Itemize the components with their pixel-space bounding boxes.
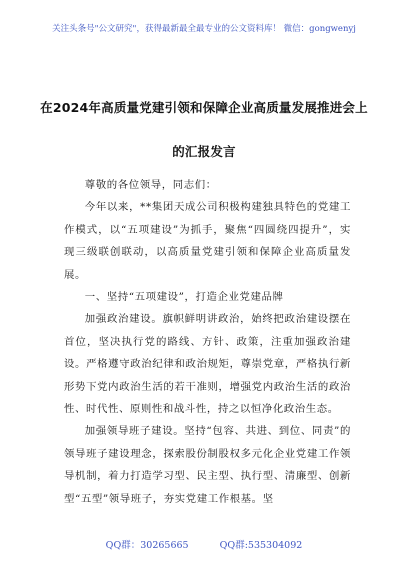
section-heading: 一、坚持“五项建设”，打造企业党建品牌 [84,291,284,304]
footer [0,537,408,551]
body-paragraph: 加强领导班子建设。坚持“包容、共进、到位、同责”的领导班子建设理念，探索股份制股权多元化企业党建工作领导机制，着力打造学习型、民主型、执行型、清廉型、创新型“五型”领导班子，夯实党建工作根基。坚 [64,425,351,505]
footer-qq-group-1: QQ群：30265665 [105,540,189,551]
footer-qq-group-2: QQ群:535304092 [219,540,303,551]
document-title-line-1: 在2024年高质量党建引领和保障企业高质量发展推进会上 [40,100,368,115]
salutation: 尊敬的各位领导，同志们： [84,179,217,191]
document-body [64,174,351,510]
document-title-line-2: 的汇报发言 [172,144,236,159]
body-paragraph: 加强政治建设。旗帜鲜明讲政治，始终把政治建设摆在首位，坚决执行党的路线、方针、政策，注重加强政治建设。严格遵守政治纪律和政治规矩，尊崇党章，严格执行新形势下党内政治生活的若干准则，增强党内政治生活的政治性、时代性、原则性和战斗性，持之以恒净化政治生态。 [64,313,351,416]
body-paragraph: 今年以来，**集团天成公司积极构建独具特色的党建工作模式，以“五项建设”为抓手，聚焦“四圆绕四提升”，实现三级联创联动，以高质量党建引领和保障企业高质量发展。 [64,201,351,281]
header-note: 关注头条号"公文研究"，获得最新最全最专业的公文资料库！ 微信：gongwenyj [52,24,356,34]
